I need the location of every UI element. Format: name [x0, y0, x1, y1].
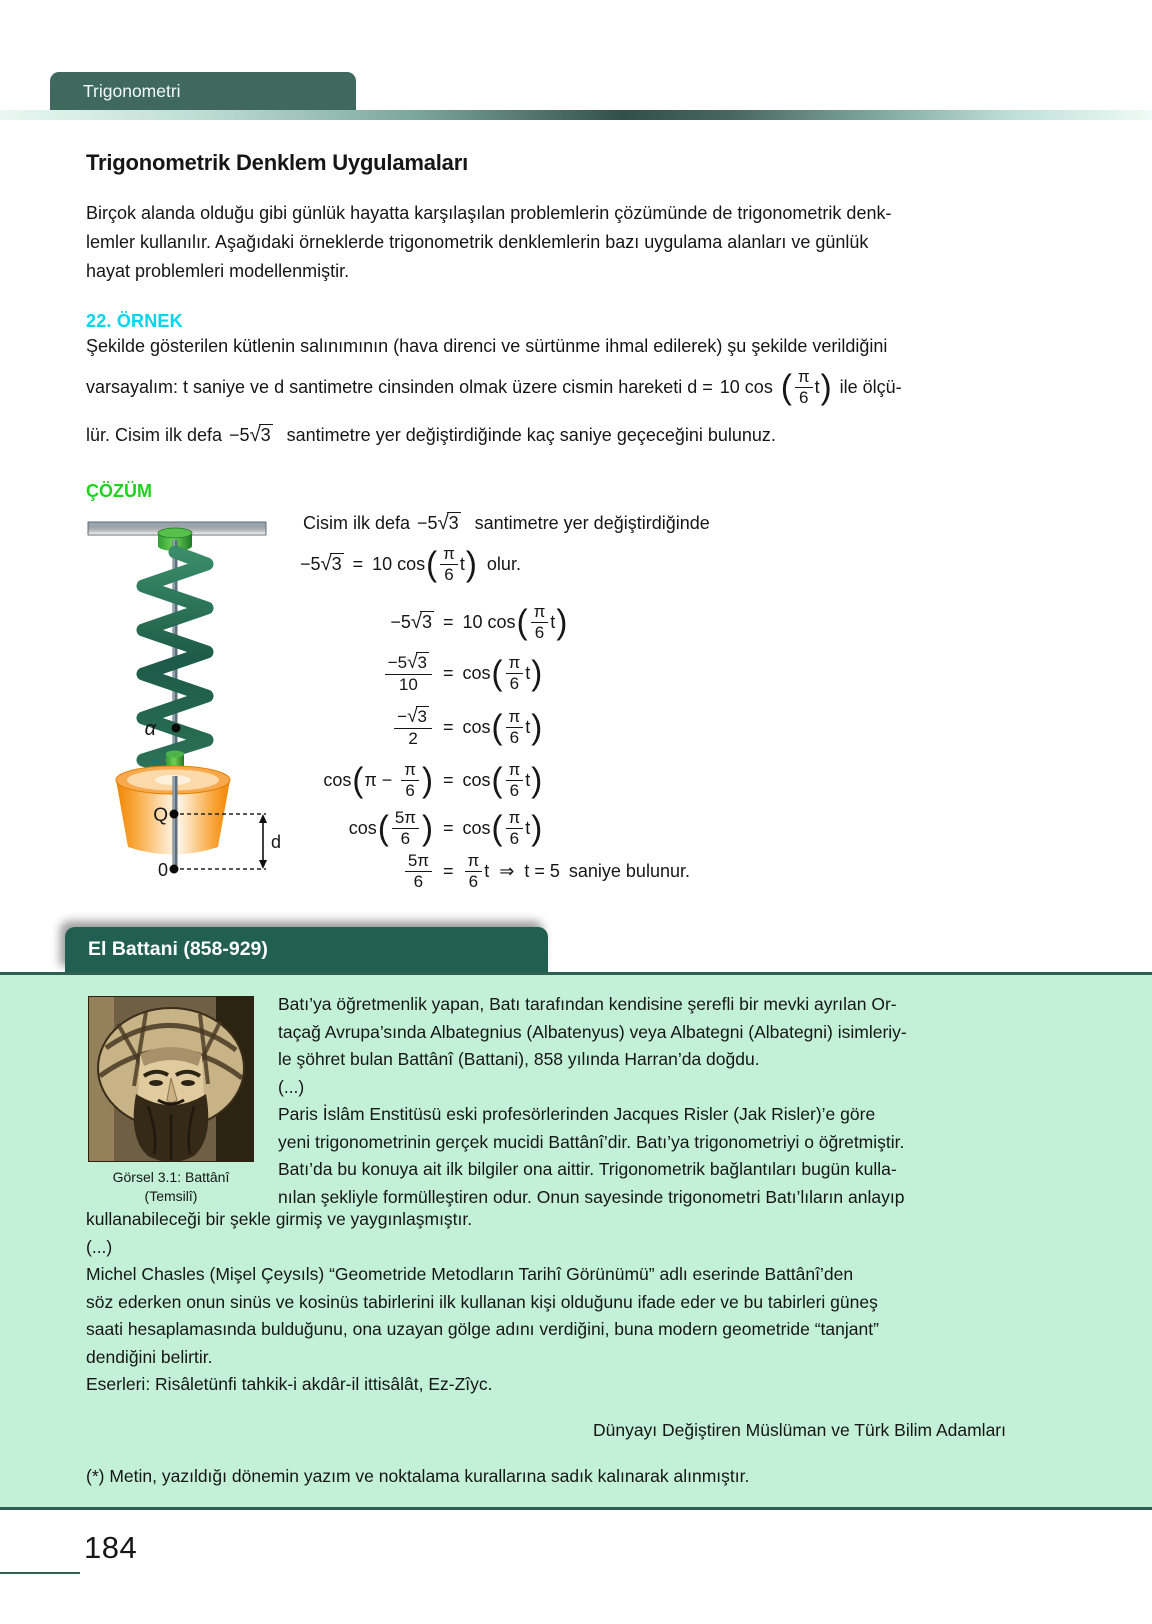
q-label: Q: [153, 805, 168, 826]
left-paren: (: [352, 760, 364, 800]
example-line-3-tail: santimetre yer değiştirdiğinde kaç saniye geçeceğini bulunuz.: [286, 424, 776, 445]
solution-line-1: [303, 506, 710, 540]
denominator: 6: [506, 780, 524, 800]
q-point: [170, 810, 179, 819]
olur-text: olur.: [486, 553, 521, 574]
radicand: 3: [331, 554, 342, 574]
solution-line-1-text: Cisim ilk defa: [303, 512, 411, 533]
coefficient: −5: [417, 512, 438, 533]
battani-text-line: yeni trigonometrinin gerçek mucidi Battânî’dir. Batı’ya trigonometriyi o öğretmiştir.: [278, 1131, 905, 1152]
header-gradient-bar: [0, 110, 1152, 120]
solution-line-2: [300, 540, 521, 588]
fraction-pi-6: [531, 602, 549, 641]
t-variable: t: [459, 553, 465, 574]
left-paren: (: [491, 760, 503, 800]
numerator: π: [533, 602, 546, 622]
cos-pi-minus-expression: [323, 760, 434, 799]
result-text: saniye bulunur.: [568, 860, 690, 881]
battani-text-line: Eserleri: Risâletünfi tahkik-i akdâr-il ittisâlât, Ez-Zîyc.: [86, 1374, 493, 1394]
cos-expression: [372, 544, 478, 583]
battani-text-line: Michel Chasles (Mişel Çeysıls) “Geometride Metodların Tarihî Görünümü” adlı eserinde Battânî’den: [86, 1264, 854, 1284]
radicand: 3: [417, 653, 427, 673]
denominator: 6: [531, 622, 549, 642]
d-distance-arrow: [259, 814, 267, 869]
cos-label: cos: [462, 716, 491, 737]
fraction-pi-6: [440, 544, 458, 583]
numerator: π: [404, 760, 416, 780]
numerator: π: [467, 851, 480, 871]
left-paren: (: [516, 602, 528, 642]
denominator: 10: [385, 674, 432, 694]
motion-formula: [720, 367, 833, 406]
alpha-point: [172, 724, 181, 733]
battani-text-line: saati hesaplamasında bulduğunu, ona uzayan gölge adını verdiğini, buna modern geometride “tanjant”: [86, 1319, 879, 1339]
equals-sign: =: [443, 769, 454, 790]
numerator: π: [797, 367, 810, 387]
left-paren: (: [377, 808, 389, 848]
t-variable: t: [525, 817, 531, 838]
intro-paragraph: [86, 199, 891, 286]
battani-column-text: [278, 991, 907, 1211]
minus-5-sqrt-3: [417, 512, 461, 535]
implies-arrow: ⇒: [499, 860, 515, 882]
example-heading: 22. ÖRNEK: [86, 311, 183, 331]
cos-label: cos: [462, 662, 491, 683]
radical-sign: √: [437, 511, 449, 534]
solution-heading: ÇÖZÜM: [86, 481, 152, 501]
radicand: 3: [448, 513, 459, 533]
right-paren: ): [531, 808, 543, 848]
fraction-pi-6: [465, 851, 483, 890]
minus-5-sqrt-3: [229, 424, 273, 447]
equals-sign: =: [443, 611, 454, 632]
example-line-2-tail: ile ölçü-: [839, 376, 902, 397]
cos-label: cos: [348, 817, 377, 838]
left-paren: (: [426, 544, 438, 584]
numerator: 5π: [407, 851, 429, 871]
caption-line: (Temsilî): [144, 1188, 198, 1204]
right-paren: ): [531, 653, 543, 693]
denominator: 6: [506, 673, 524, 693]
fraction-minussqrt3-2: [394, 706, 432, 747]
caption-line: Görsel 3.1: Battânî: [112, 1169, 230, 1185]
denominator: 6: [506, 727, 524, 747]
denominator: 6: [506, 828, 524, 848]
page-number: 184: [84, 1530, 138, 1565]
t-equals-5: t = 5: [524, 860, 560, 881]
battani-text-line: söz ederken onun sinüs ve kosinüs tabirlerini ilk kullanan kişi olduğunu ifade eder ve bu tabirleri güneş: [86, 1291, 878, 1312]
radical-sign: √: [320, 552, 332, 575]
battani-text-line: Paris İslâm Enstitüsü eski profesörlerinden Jacques Risler (Jak Risler)’e göre: [278, 1104, 876, 1124]
denominator: 6: [401, 780, 419, 800]
equation-row: [298, 700, 543, 754]
numerator: π: [443, 544, 455, 564]
equation-row: [298, 598, 568, 646]
intro-line: Birçok alanda olduğu gibi günlük hayatta karşılaşılan problemlerin çözümünde de trigonometrik denk-: [86, 203, 892, 223]
battani-text-line: dendiğini belirtir.: [86, 1346, 213, 1367]
right-paren: ): [556, 602, 568, 642]
intro-line: hayat problemleri modellenmiştir.: [86, 261, 350, 281]
numerator: π: [508, 760, 521, 780]
denominator: 2: [394, 728, 432, 748]
t-variable: t: [525, 769, 531, 790]
battani-text-line: (...): [278, 1076, 305, 1097]
numerator: π: [508, 808, 521, 828]
radical-sign: √: [249, 423, 261, 446]
denominator: 6: [392, 828, 419, 848]
equation-row: [298, 850, 690, 892]
equals-sign: =: [443, 860, 454, 881]
coefficient: −5: [229, 424, 250, 445]
fraction-pi-6: [795, 367, 813, 406]
numerator: 5π: [394, 808, 416, 828]
solution-line-1-tail: santimetre yer değiştirdiğinde: [474, 512, 710, 533]
cos-expression: [463, 760, 544, 799]
battani-section-tab: [65, 927, 548, 972]
denominator: 6: [465, 871, 483, 891]
fraction-pi-6: [506, 653, 524, 692]
equals-sign: =: [443, 716, 454, 737]
numerator: π: [508, 653, 521, 673]
t-variable: t: [550, 611, 556, 632]
radical-sign: √: [410, 610, 422, 633]
battani-text-line: le şöhret bulan Battânî (Battani), 858 yılında Harran’da doğdu.: [278, 1049, 760, 1069]
left-paren: (: [780, 367, 792, 407]
chapter-tab-label: Trigonometri: [83, 80, 181, 101]
cos-label: cos: [462, 769, 491, 790]
right-paren: ): [422, 760, 433, 800]
cos-5pi6-expression: [349, 808, 434, 847]
battani-text-line: (...): [86, 1236, 113, 1257]
denominator: 6: [405, 871, 432, 891]
right-paren: ): [531, 760, 543, 800]
denominator: 6: [440, 564, 458, 584]
intro-line: lemler kullanılır. Aşağıdaki örneklerde trigonometrik denklemlerin bazı uygulama alanları ve günlük: [86, 232, 869, 252]
fraction-5pi-6: [392, 808, 419, 847]
battani-text-line: kullanabileceği bir şekle girmiş ve yaygınlaşmıştır.: [86, 1209, 473, 1229]
cos-expression: [463, 602, 569, 641]
equation-row: [298, 804, 543, 852]
beard: [134, 1094, 209, 1162]
minus-sign: −: [397, 707, 408, 727]
example-line-3-text: lür. Cisim ilk defa: [86, 424, 223, 445]
alpha-label: α: [144, 718, 156, 740]
numerator: [385, 652, 432, 673]
cos-expression: [463, 707, 544, 746]
right-paren: ): [465, 544, 477, 584]
battani-portrait: [88, 996, 254, 1162]
denominator: 6: [795, 387, 813, 407]
left-paren: (: [491, 653, 503, 693]
pi-minus: π −: [364, 769, 393, 790]
t-variable: t: [814, 376, 820, 397]
coefficient: −5: [387, 653, 408, 673]
minus-5-sqrt-3: [390, 611, 434, 634]
cos-expression: [463, 808, 544, 847]
cos-label: cos: [462, 817, 491, 838]
battani-footnote: (*) Metin, yazıldığı dönemin yazım ve noktalama kurallarına sadık kalınarak alınmıştır.: [86, 1466, 750, 1486]
t-variable: t: [484, 860, 490, 881]
right-paren: ): [820, 367, 832, 407]
equation-row: [298, 646, 543, 700]
battani-tab-label: El Battani (858-929): [88, 938, 268, 960]
battani-text-line: nılan şekliyle formülleştiren odur. Onun sayesinde trigonometri Batı’lıların anlayıp: [278, 1186, 905, 1207]
cos-expression: [463, 653, 544, 692]
equals-sign: =: [443, 817, 454, 838]
radical-sign: √: [407, 652, 418, 674]
battani-text-line: Batı’ya öğretmenlik yapan, Batı tarafından kendisine şerefli bir mevki ayrılan Or-: [278, 994, 897, 1014]
fraction-pi-6: [401, 760, 419, 799]
numerator: [394, 706, 432, 727]
d-label: d: [271, 832, 282, 852]
zero-label: 0: [157, 860, 168, 880]
coefficient: −5: [300, 553, 321, 574]
battani-text-line: taçağ Avrupa’sında Albategnius (Albatenyus) veya Albategni (Albategni) isimleriy-: [278, 1021, 907, 1042]
radicand: 3: [417, 707, 427, 727]
coefficient: 10 cos: [372, 553, 426, 574]
page-number-rule: [0, 1572, 80, 1574]
battani-attribution: Dünyayı Değiştiren Müslüman ve Türk Bilim Adamları: [592, 1420, 1006, 1440]
example-line-3: [86, 415, 776, 455]
portrait-caption: [80, 1168, 262, 1206]
radicand: 3: [260, 425, 271, 445]
page-title: Trigonometrik Denklem Uygulamaları: [86, 150, 468, 175]
equation-row: [298, 756, 543, 804]
example-line-2-text: varsayalım: t saniye ve d santimetre cinsinden olmak üzere cismin hareketi d =: [86, 376, 713, 397]
fraction-pi-6: [506, 808, 524, 847]
equals-sign: =: [352, 553, 364, 574]
cos-label: cos: [323, 769, 352, 790]
left-paren: (: [491, 808, 503, 848]
example-line-2: [86, 361, 902, 413]
fraction-pi-6: [506, 707, 524, 746]
fraction-minus5sqrt3-10: [385, 652, 432, 693]
t-variable: t: [525, 662, 531, 683]
equals-sign: =: [443, 662, 454, 683]
right-paren: ): [531, 707, 543, 747]
numerator: π: [508, 707, 521, 727]
minus-5-sqrt-3: [300, 553, 344, 576]
chapter-tab: [50, 72, 356, 110]
spring-mass-figure: [80, 498, 290, 890]
radicand: 3: [421, 612, 432, 632]
t-variable: t: [525, 716, 531, 737]
fraction-5pi-6: [405, 851, 432, 890]
fraction-pi-6: [506, 760, 524, 799]
battani-text-line: Batı’da bu konuya ait ilk bilgiler ona aittir. Trigonometrik bağlantıları bugün kulla-: [278, 1159, 897, 1179]
example-line-1: Şekilde gösterilen kütlenin salınımının (hava direnci ve sürtünme ihmal edilerek) şu şekilde verildiğini: [86, 336, 888, 356]
radical-sign: √: [407, 706, 418, 728]
right-paren: ): [422, 808, 433, 848]
battani-fullwidth-text: [86, 1206, 879, 1399]
coefficient: −5: [390, 611, 411, 632]
zero-point: [170, 865, 179, 874]
coefficient: 10 cos: [719, 376, 773, 397]
coefficient: 10 cos: [462, 611, 516, 632]
left-paren: (: [491, 707, 503, 747]
